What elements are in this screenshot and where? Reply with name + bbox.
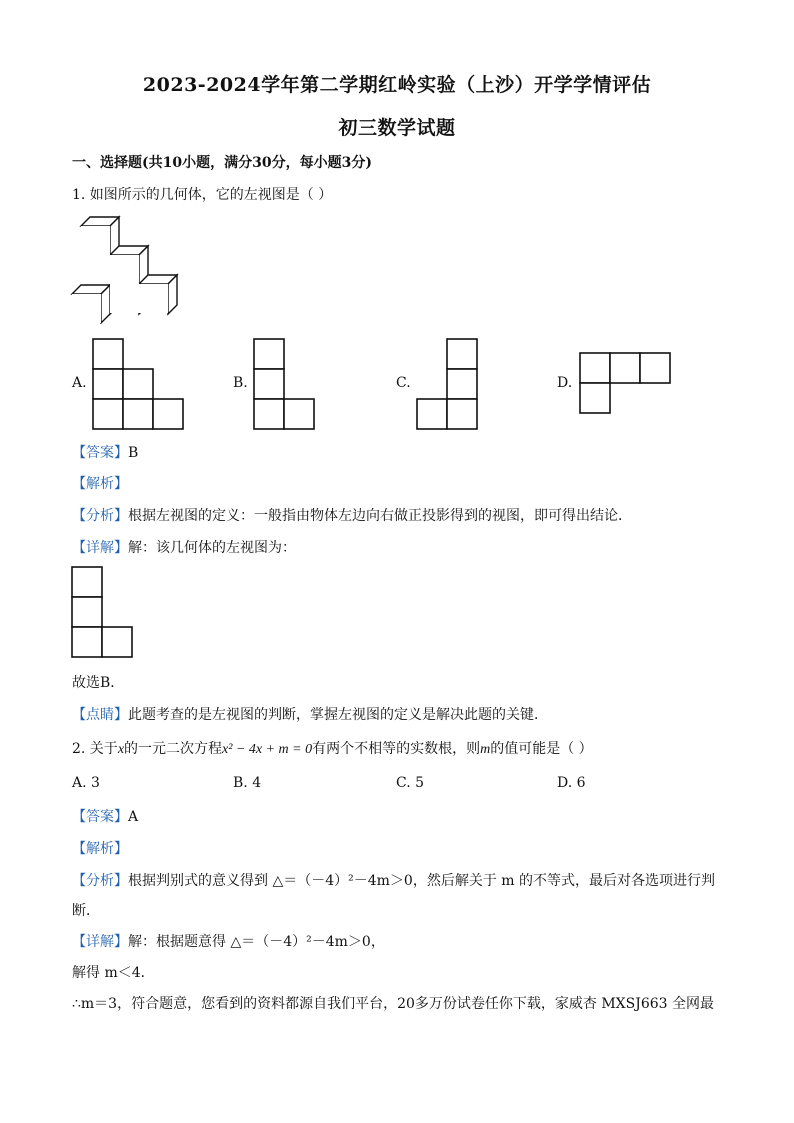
q2-fenxi: 【分析】根据判别式的意义得到 △＝（－4）²－4m＞0，然后解关于 m 的不等式，最后对各选项进行判 xyxy=(72,873,715,889)
q2-option-b: B. 4 xyxy=(233,775,262,791)
q1-analysis-tag: 【解析】 xyxy=(72,476,128,492)
q1-fenxi: 【分析】根据左视图的定义：一般指由物体左边向右做正投影得到的视图，即可得出结论． xyxy=(72,508,632,524)
q2-xiangjie: 【详解】解：根据题意得 △＝（－4）²－4m＞0， xyxy=(72,934,385,950)
q1-stem: 1. 如图所示的几何体，它的左视图是（ ） xyxy=(72,187,333,203)
q1-option-c-figure xyxy=(415,338,481,430)
section-heading: 一、选择题(共10小题，满分30分，每小题3分) xyxy=(72,155,372,171)
answer-value: B xyxy=(128,445,139,461)
q1-option-c-label: C. xyxy=(396,375,411,391)
q2-option-d: D. 6 xyxy=(557,775,586,791)
q1-answer xyxy=(72,442,138,462)
q1-solid-figure xyxy=(70,212,190,324)
q2-equation: x² − 4x + m = 0 xyxy=(222,742,313,757)
page-title: 2023-2024学年第二学期红岭实验（上沙）开学学情评估 xyxy=(142,74,652,96)
q1-option-d-label: D. xyxy=(557,375,573,391)
q1-choice: 故选B． xyxy=(72,675,125,691)
q1-option-b-label: B. xyxy=(233,375,248,391)
q2-stem: 2. 关于x的一元二次方程x² − 4x + m = 0有两个不相等的实数根，则m的值可能是（ ） xyxy=(72,741,593,757)
q1-dianjing: 【点睛】此题考查的是左视图的判断，掌握左视图的定义是解决此题的关键． xyxy=(72,707,548,723)
q1-option-d-figure xyxy=(578,352,674,414)
answer-tag: 【答案】 xyxy=(72,445,128,461)
q2-fenxi-cont: 断． xyxy=(72,903,100,919)
q2-solve: 解得 m＜4． xyxy=(72,965,155,981)
q1-xiangjie: 【详解】解：该几何体的左视图为： xyxy=(72,540,296,556)
q2-option-c: C. 5 xyxy=(396,775,425,791)
q2-option-a: A. 3 xyxy=(72,775,100,791)
q1-option-b-figure xyxy=(252,338,318,430)
q1-option-a-figure xyxy=(90,338,186,430)
q2-conclusion: ∴m＝3，符合题意，您看到的资料都源自我们平台，20多万份试卷任你下载，家威杏 MXSJ663 全网最 xyxy=(72,996,715,1012)
q2-answer: 【答案】A xyxy=(72,809,139,825)
page-subtitle: 初三数学试题 xyxy=(338,117,456,139)
q2-analysis-tag: 【解析】 xyxy=(72,841,128,857)
q1-option-a-label: A. xyxy=(72,375,87,391)
q1-solution-figure xyxy=(70,566,136,658)
